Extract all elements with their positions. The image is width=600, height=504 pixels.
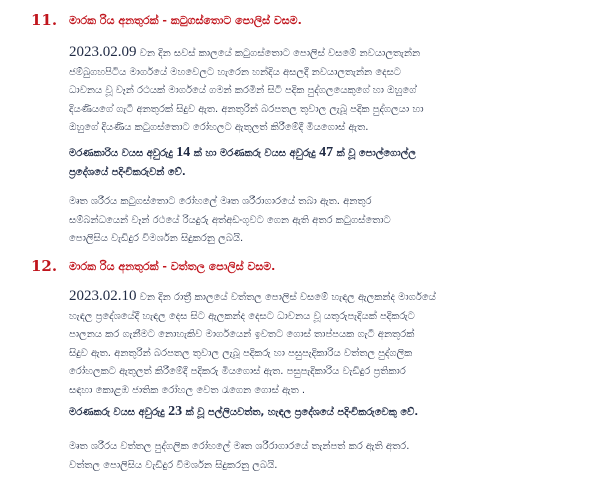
incident-date: 2023.02.09 — [69, 44, 137, 60]
description-line: සඳහා කොළඹ ජාතික රෝහල වෙත රැගෙන ගොස් ඇත . — [69, 384, 306, 396]
entry-title: මාරක රිය අනතුරක් - වත්තල පොලිස් වසම. — [69, 260, 276, 273]
investigation-note — [69, 438, 569, 475]
description-line: ධාවනය වූ වෑන් රථයක් මාර්ගයේ ගමන් කරමින් සිටි පදික පුද්ගලයෙකුගේ හා ඔහුගේ — [69, 85, 417, 96]
note-line: වත්තල පොලිසිය වැඩිදුර විමර්ශන සිදුකරනු ලබයි. — [69, 459, 278, 471]
ages-text: ක් හා මරණකරු වයස අවුරුදු — [190, 148, 320, 159]
description-line: වන දින සවස් කාලයේ කටුගස්තොට පොලිස් වසමේ නවයාලතැන්න — [136, 48, 421, 59]
note-line: සම්බන්ධයෙන් වෑන් රථයේ රියදුරු අත්අඩංගුවට ගෙන ඇති අතර කටුගස්තොට — [69, 214, 391, 226]
description-line: දියණියගේ ගැටී අනතුරක් සිදුව ඇත. අනතුරින් බරපතල තුවාල ලැබූ පදික පුද්ගලයා හා — [69, 103, 424, 115]
incident-description — [69, 43, 569, 138]
ages-text: මරණකරු වයස අවුරුදු — [69, 407, 169, 418]
victim-ages — [69, 144, 569, 182]
investigation-note — [69, 193, 569, 249]
entry-title: මාරක රිය අනතුරක් - කටුගස්තොට පොලිස් වසම. — [69, 14, 302, 27]
note-line: මෘත ශරීරය වත්තල පුද්ගලික රෝහලේ මෘත ශරීරාගාරයේ තැන්පත් කර ඇති අතර. — [69, 441, 410, 452]
age-value: 47 — [319, 145, 334, 160]
description-line: වන දින රාත්‍රී කාලයේ වත්තල පොලිස් වසමේ හැඳල ඇලකන්ද මාර්ගයේ — [136, 292, 436, 303]
incident-date: 2023.02.10 — [69, 288, 137, 304]
ages-text: ප්‍රදේශයේ පදිංචිකරුවන් වේ. — [69, 166, 186, 178]
description-line: රෝහලකට ඇතුලත් කිරීමේදී පදිකරු මියගොස් ඇත. පසුපැදිකාරිය වැඩිදුර ප්‍රතිකාර — [69, 366, 406, 377]
note-line: මෘත ශරීරය කටුගස්තොට රෝහලේ මෘත ශරීරාගාරයේ තබා ඇත. අනතුර — [69, 196, 372, 207]
victim-ages — [69, 403, 569, 423]
description-line: හැඳල ප්‍රදේශයේදී හැඳල දෙස සිට ඇලකන්ද දෙසට ධාවනය වූ යතුරුපැදියක් පදිකරුට — [69, 310, 415, 322]
entry-number: 12. — [31, 257, 58, 275]
description-line: පාලනය කර ගැනීමට නොහැකිව මාර්ගයෙන් ඉවතට ගොස් තාප්පයක ගැටී අනතුරක් — [69, 329, 415, 340]
description-line: සිදුව ඇත. අනතුරින් බරපතල තුවාල ලැබූ පදිකරු හා පසුපැදිකාරිය වත්තල පුද්ගලික — [69, 347, 413, 359]
description-line: ඔහුගේ දියණිය කටුගස්තොට රෝහලට ඇතුලත් කිරීමේදී මියගොස් ඇත. — [69, 122, 369, 133]
ages-text: ක් වූ පල්ලියවත්ත, හැඳල ප්‍රදේශයේ පදිංචිකරුවෙකු වේ. — [182, 407, 419, 418]
ages-text: මරණකාරිය වයස අවුරුදු — [69, 148, 177, 159]
note-line: පොලිසිය වැඩිදුර විමර්ශන සිදුකරනු ලබයි. — [69, 233, 244, 244]
age-value: 14 — [176, 145, 191, 160]
age-value: 23 — [168, 404, 183, 419]
description-line: ජම්බුගහපිටිය මාර්ගයේ මහවෙලට හැරෙන හන්දිය අසලදී නවයාලතැන්න දෙසට — [69, 66, 401, 78]
incident-description — [69, 287, 569, 400]
ages-text: ක් වූ පොල්ගොල්ල — [333, 148, 416, 159]
entry-number: 11. — [31, 11, 58, 29]
